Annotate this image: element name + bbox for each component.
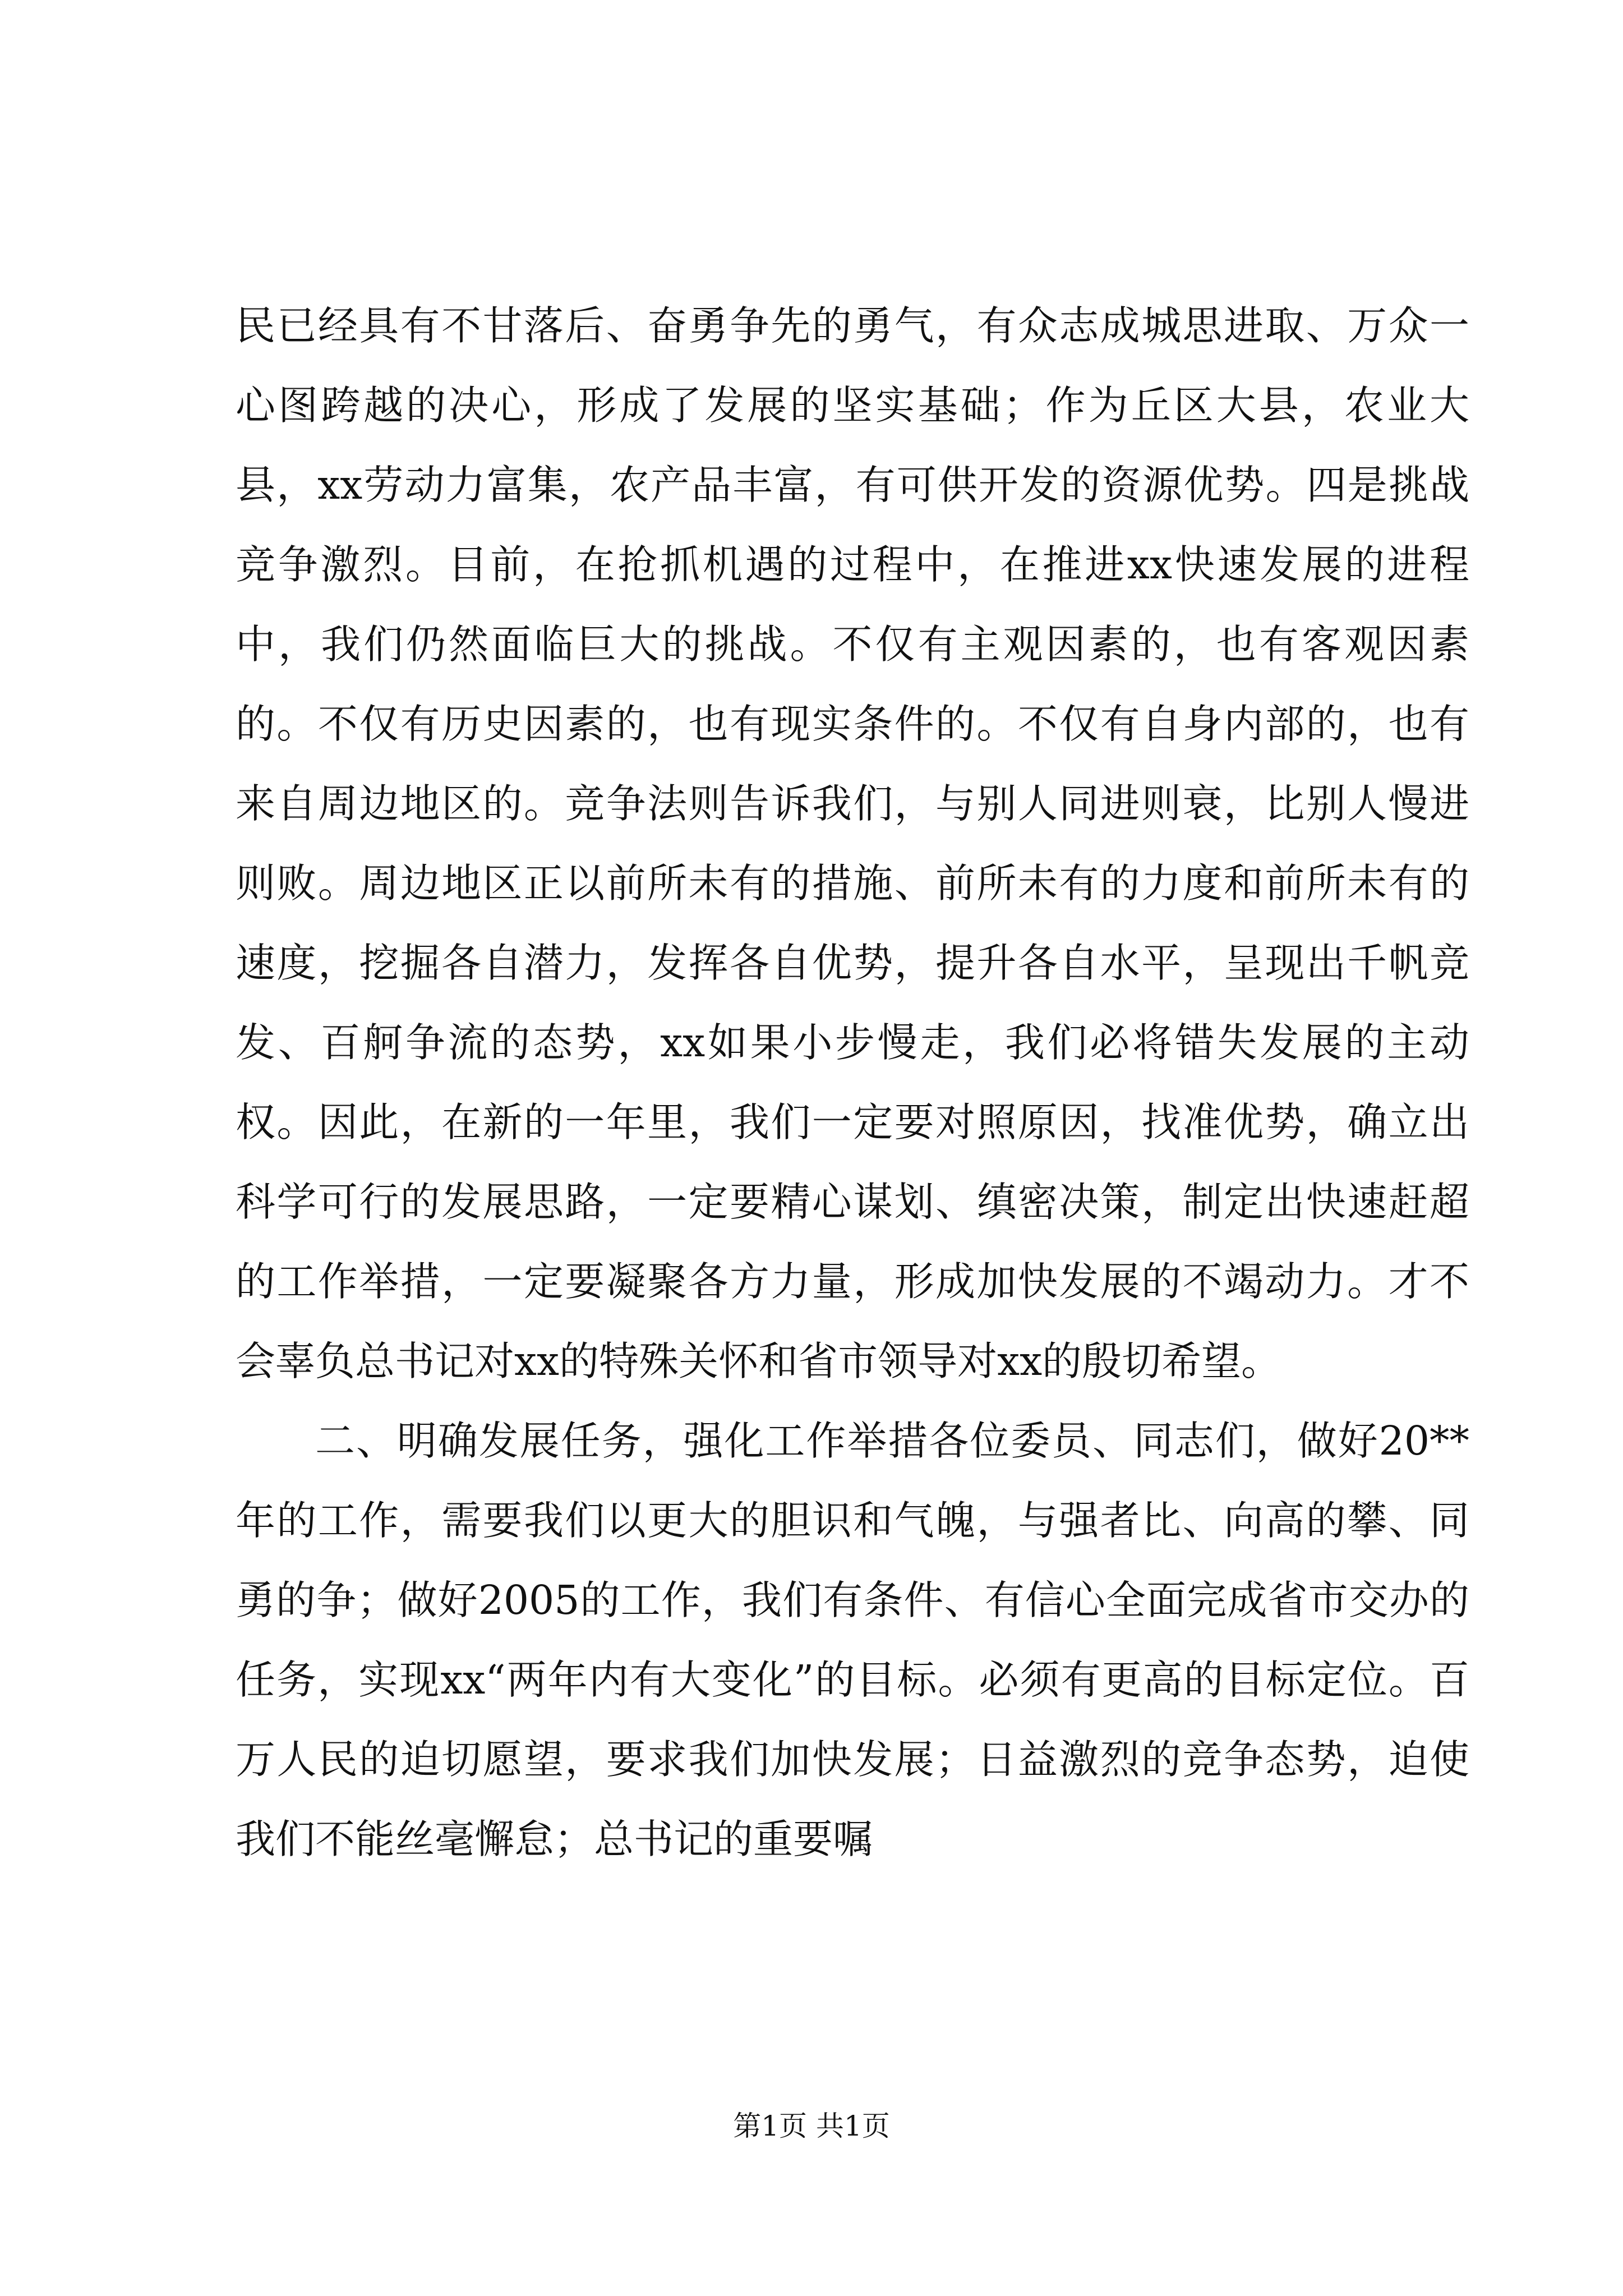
paragraph-1: 民已经具有不甘落后、奋勇争先的勇气，有众志成城思进取、万众一心图跨越的决心，形成了发展的坚实基础；作为丘区大县，农业大县，xx劳动力富集，农产品丰富，有可供开发的资源优势。四是挑战竞争激烈。目前，在抢抓机遇的过程中，在推进xx快速发展的进程中，我们仍然面临巨大的挑战。不仅有主观因素的，也有客观因素的。不仅有历史因素的，也有现实条件的。不仅有自身内部的，也有来自周边地区的。竞争法则告诉我们，与别人同进则衰，比别人慢进则败。周边地区正以前所未有的措施、前所未有的力度和前所未有的速度，挖掘各自潜力，发挥各自优势，提升各自水平，呈现出千帆竞发、百舸争流的态势，xx如果小步慢走，我们必将错失发展的主动权。因此，在新的一年里，我们一定要对照原因，找准优势，确立出科学可行的发展思路，一定要精心谋划、缜密决策，制定出快速赶超的工作举措，一定要凝聚各方力量，形成加快发展的不竭动力。才不会辜负总书记对xx的特殊关怀和省市领导对xx的殷切希望。 [236, 302, 1469, 1384]
paragraph-2: 二、明确发展任务，强化工作举措各位委员、同志们，做好20**年的工作，需要我们以更大的胆识和气魄，与强者比、向高的攀、同勇的争；做好2005的工作，我们有条件、有信心全面完成省市交办的任务，实现xx“两年内有大变化”的目标。必须有更高的目标定位。百万人民的迫切愿望，要求我们加快发展；日益激烈的竞争态势，迫使我们不能丝毫懈怠；总书记的重要嘱 [236, 1418, 1469, 1862]
page-footer: 第1页 共1页 [733, 2110, 890, 2142]
document-body [236, 286, 1469, 1879]
